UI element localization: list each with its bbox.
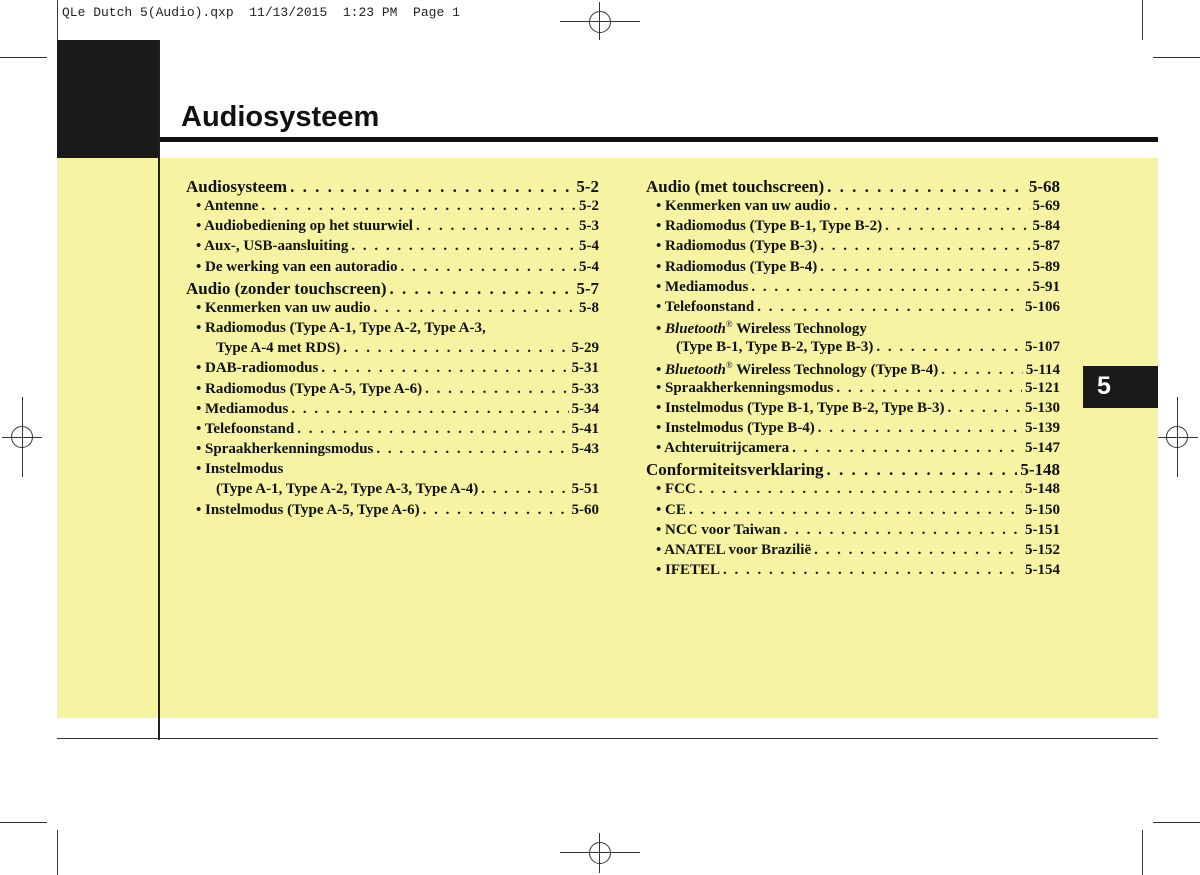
toc-entry-label: • Radiomodus (Type B-1, Type B-2): [656, 218, 883, 235]
dot-leader: [291, 401, 568, 418]
toc-entry[interactable]: [646, 420, 1060, 440]
toc-entry-label: • Mediamodus: [656, 278, 749, 295]
toc-entry-label: • IFETEL: [656, 562, 721, 579]
toc-entry[interactable]: [646, 460, 1060, 481]
toc-entry-page: 5-154: [1025, 562, 1060, 579]
toc-entry-label: • Telefoonstand: [656, 298, 755, 315]
toc-entry-label: (Type A-1, Type A-2, Type A-3, Type A-4): [216, 481, 479, 498]
toc-entry-label: • Bluetooth® Wireless Technology (Type B-4): [656, 359, 939, 378]
dot-leader: [390, 279, 574, 299]
toc-entry-label: • Aux-, USB-aansluiting: [196, 238, 349, 255]
toc-entry-label: • NCC voor Taiwan: [656, 521, 781, 538]
toc-entry-page: 5-106: [1025, 298, 1060, 315]
toc-entry[interactable]: [186, 259, 599, 279]
toc-entry-page: 5-41: [571, 420, 599, 437]
toc-entry[interactable]: [646, 400, 1060, 420]
dot-leader: [836, 380, 1022, 397]
print-slug: QLe Dutch 5(Audio).qxp 11/13/2015 1:23 PM Page 1: [62, 5, 460, 20]
dot-leader: [261, 198, 576, 215]
toc-entry-page: 5-148: [1025, 481, 1060, 498]
crop-mark: [1142, 830, 1143, 875]
toc-entry-page: 5-7: [576, 278, 599, 298]
toc-entry-page: 5-121: [1025, 379, 1060, 396]
toc-entry-label: • Instelmodus: [196, 461, 284, 478]
toc-entry-page: 5-31: [571, 360, 599, 377]
crop-mark: [1153, 822, 1200, 823]
crop-mark: [1142, 0, 1143, 40]
crop-mark: [57, 0, 58, 40]
toc-entry-label: Audiosysteem: [186, 177, 288, 196]
toc-entry[interactable]: [186, 177, 599, 198]
toc-entry-label: • Instelmodus (Type B-4): [656, 420, 815, 437]
toc-entry[interactable]: [646, 299, 1060, 319]
title-rule: [160, 137, 1158, 142]
toc-entry[interactable]: [646, 542, 1060, 562]
toc-entry-label: • Instelmodus (Type B-1, Type B-2, Type B-3): [656, 399, 945, 416]
toc-entry[interactable]: [646, 218, 1060, 238]
toc-entry[interactable]: [186, 502, 599, 522]
dot-leader: [814, 542, 1022, 559]
crop-mark: [0, 822, 47, 823]
header-block: [57, 40, 160, 158]
toc-entry-page: 5-152: [1025, 542, 1060, 558]
dot-leader: [351, 238, 576, 255]
toc-entry-label: • Instelmodus (Type A-5, Type A-6): [196, 501, 420, 518]
toc-entry[interactable]: [646, 259, 1060, 279]
toc-entry-label: • Achteruitrijcamera: [656, 440, 790, 457]
crop-mark: [57, 830, 58, 875]
toc-entry-label: Audio (met touchscreen): [646, 177, 825, 196]
toc-entry-page: 5-4: [579, 258, 599, 275]
toc-entry-page: 5-91: [1032, 278, 1060, 295]
toc-entry[interactable]: [186, 340, 599, 360]
dot-leader: [818, 420, 1022, 437]
dot-leader: [481, 481, 568, 498]
dot-leader: [723, 562, 1022, 579]
dot-leader: [827, 177, 1026, 197]
toc-entry[interactable]: [646, 339, 1060, 359]
dot-leader: [792, 440, 1022, 457]
toc-entry[interactable]: [186, 421, 599, 441]
toc-entry-label: (Type B-1, Type B-2, Type B-3): [676, 339, 874, 356]
toc-entry[interactable]: [186, 320, 599, 340]
chapter-tab: [1083, 366, 1158, 408]
toc-entry-page: 5-2: [576, 177, 599, 196]
toc-entry[interactable]: [646, 319, 1060, 339]
dot-leader: [290, 177, 573, 197]
toc-entry[interactable]: [186, 481, 599, 501]
dot-leader: [751, 279, 1029, 296]
crop-mark: [1153, 57, 1200, 58]
toc-entry-label: • Radiomodus (Type B-3): [656, 238, 818, 255]
toc-entry-page: 5-151: [1025, 521, 1060, 538]
toc-entry[interactable]: [186, 300, 599, 320]
toc-left-column: [186, 177, 599, 522]
toc-entry-label: • Bluetooth® Wireless Technology: [656, 319, 867, 338]
dot-leader: [689, 502, 1022, 519]
toc-entry-label: • Mediamodus: [196, 400, 289, 417]
toc-entry-page: 5-34: [571, 400, 599, 417]
dot-leader: [941, 362, 1023, 379]
toc-entry[interactable]: [186, 238, 599, 258]
toc-entry[interactable]: [646, 502, 1060, 522]
registration-circle: [589, 11, 611, 33]
toc-entry[interactable]: [186, 218, 599, 238]
toc-entry-label: Conformiteitsverklaring: [646, 460, 824, 480]
dot-leader: [376, 441, 568, 458]
toc-entry-page: 5-89: [1032, 258, 1060, 275]
toc-entry[interactable]: [646, 198, 1060, 218]
toc-entry[interactable]: [646, 481, 1060, 501]
toc-entry-page: 5-148: [1020, 460, 1060, 480]
toc-entry-page: 5-68: [1028, 177, 1060, 196]
toc-entry-label: • Kenmerken van uw audio: [196, 299, 371, 316]
toc-entry-label: • CE: [656, 501, 686, 518]
toc-entry-label: • Spraakherkenningsmodus: [656, 379, 834, 396]
dot-leader: [947, 400, 1022, 417]
toc-entry-label: • Kenmerken van uw audio: [656, 198, 831, 214]
toc-right-column: [646, 177, 1060, 582]
toc-entry-label: • Audiobediening op het stuurwiel: [196, 218, 413, 235]
dot-leader: [885, 218, 1029, 235]
dot-leader: [425, 381, 568, 398]
toc-entry[interactable]: [646, 562, 1060, 582]
toc-entry-label: Audio (zonder touchscreen): [186, 278, 387, 298]
toc-entry-page: 5-3: [579, 218, 599, 235]
dot-leader: [297, 421, 568, 438]
toc-entry-label: • Spraakherkenningsmodus: [196, 441, 374, 458]
toc-entry[interactable]: [646, 360, 1060, 380]
toc-entry-label: • FCC: [656, 481, 696, 498]
crop-mark: [0, 57, 47, 58]
toc-entry[interactable]: [646, 522, 1060, 542]
toc-entry-label: • Radiomodus (Type B-4): [656, 258, 818, 275]
toc-entry[interactable]: [186, 441, 599, 461]
footer-line: [57, 738, 1158, 739]
toc-entry[interactable]: [646, 177, 1060, 198]
toc-entry-label: • De werking van een autoradio: [196, 258, 398, 275]
registration-circle: [589, 842, 611, 864]
toc-entry-page: 5-43: [571, 441, 599, 458]
toc-entry-label: Type A-4 met RDS): [216, 340, 341, 357]
toc-entry[interactable]: [186, 381, 599, 401]
toc-entry-label: • Antenne: [196, 198, 259, 214]
toc-entry-page: 5-107: [1025, 339, 1060, 356]
dot-leader: [699, 481, 1022, 498]
toc-entry[interactable]: [186, 401, 599, 421]
toc-entry-page: 5-2: [579, 198, 599, 214]
dot-leader: [757, 299, 1022, 316]
dot-leader: [820, 259, 1029, 276]
dot-leader: [373, 300, 576, 317]
toc-entry[interactable]: [186, 279, 599, 300]
toc-entry[interactable]: [646, 380, 1060, 400]
toc-entry-label: • Radiomodus (Type A-5, Type A-6): [196, 380, 423, 397]
toc-entry-page: 5-84: [1032, 218, 1060, 235]
toc-entry-page: 5-114: [1025, 361, 1060, 378]
toc-entry-page: 5-150: [1025, 501, 1060, 518]
toc-entry[interactable]: [186, 198, 599, 218]
toc-entry[interactable]: [186, 461, 599, 481]
registration-circle: [1166, 426, 1188, 448]
toc-entry-page: 5-8: [579, 299, 599, 316]
toc-entry-page: 5-87: [1032, 238, 1060, 255]
margin-line: [158, 40, 160, 740]
toc-entry-page: 5-4: [579, 238, 599, 255]
dot-leader: [416, 218, 576, 235]
toc-entry-page: 5-69: [1032, 198, 1060, 214]
dot-leader: [876, 339, 1022, 356]
dot-leader: [401, 259, 577, 276]
dot-leader: [784, 522, 1022, 539]
toc-entry-label: • Radiomodus (Type A-1, Type A-2, Type A-3,: [196, 319, 486, 336]
dot-leader: [321, 360, 568, 377]
toc-entry-label: • DAB-radiomodus: [196, 360, 319, 377]
registration-circle: [11, 426, 33, 448]
dot-leader: [343, 340, 568, 357]
toc-entry-page: 5-29: [571, 340, 599, 357]
toc-entry[interactable]: [646, 238, 1060, 258]
chapter-number: 5: [1097, 372, 1111, 400]
toc-entry[interactable]: [646, 279, 1060, 299]
toc-entry-page: 5-51: [571, 481, 599, 498]
toc-entry-label: • ANATEL voor Brazilië: [656, 542, 812, 558]
toc-entry-page: 5-60: [571, 501, 599, 518]
dot-leader: [820, 238, 1029, 255]
toc-entry-page: 5-139: [1025, 420, 1060, 437]
dot-leader: [423, 502, 569, 519]
toc-entry[interactable]: [186, 360, 599, 380]
toc-entry[interactable]: [646, 440, 1060, 460]
dot-leader: [833, 198, 1029, 215]
toc-entry-page: 5-33: [571, 380, 599, 397]
toc-entry-page: 5-147: [1025, 440, 1060, 457]
toc-entry-page: 5-130: [1025, 399, 1060, 416]
dot-leader: [827, 460, 1018, 480]
toc-entry-label: • Telefoonstand: [196, 420, 295, 437]
page-title: Audiosysteem: [181, 101, 380, 133]
